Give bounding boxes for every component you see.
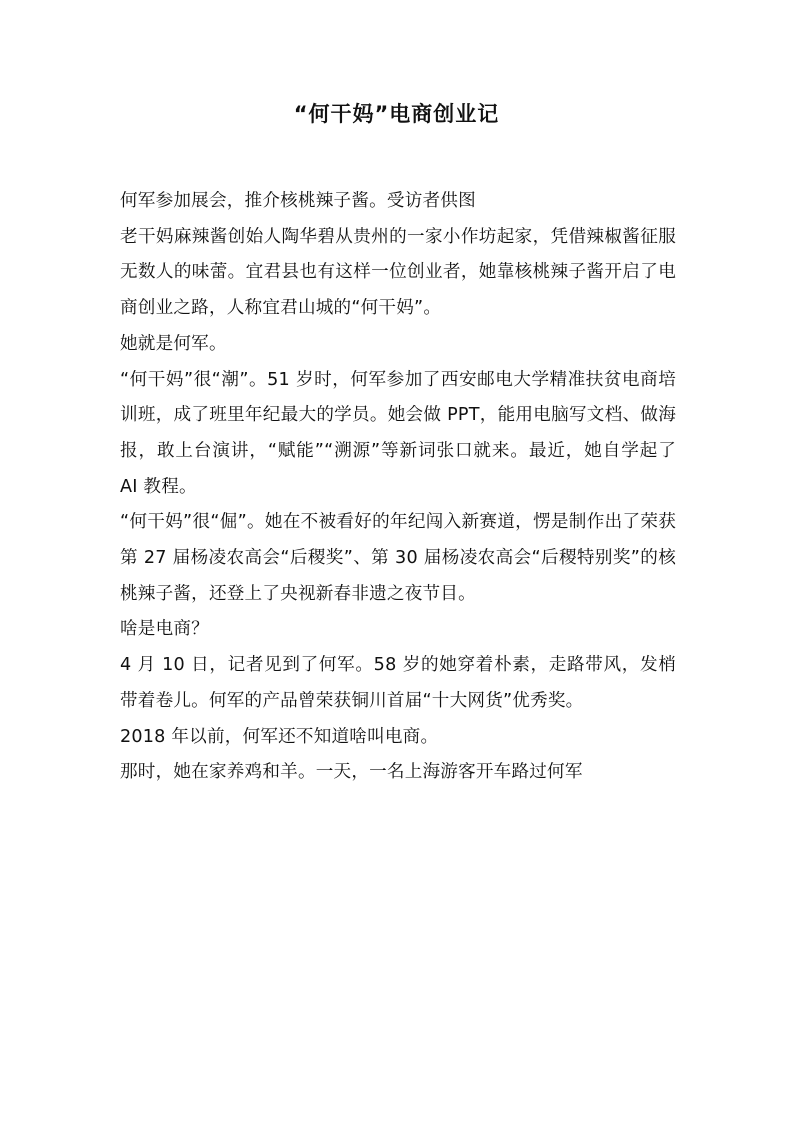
photo-caption: 何军参加展会，推介核桃辣子酱。受访者供图 [120, 191, 476, 211]
paragraph: 4 月 10 日，记者见到了何军。58 岁的她穿着朴素，走路带风，发梢带着卷儿。何军的产品曾荣获铜川首届“十大网货”优秀奖。 [120, 655, 676, 711]
section-heading: 啥是电商？ [120, 619, 209, 640]
paragraph: 2018 年以前，何军还不知道啥叫电商。 [120, 726, 439, 747]
document-title: “何干妈”电商创业记 [293, 102, 500, 126]
paragraph: “何干妈”很“倔”。她在不被看好的年纪闯入新赛道，愣是制作出了荣获第 27 届杨凌农高会“后稷奖”、第 30 届杨凌农高会“后稷特别奖”的核桃辣子酱，还登上了央视新春非遗之夜节目。 [120, 512, 676, 604]
paragraph: 那时，她在家养鸡和羊。一天，一名上海游客开车路过何军 [120, 762, 583, 783]
paragraph: 老干妈麻辣酱创始人陶华碧从贵州的一家小作坊起家，凭借辣椒酱征服无数人的味蕾。宜君县也有这样一位创业者，她靠核桃辣子酱开启了电商创业之路，人称宜君山城的“何干妈”。 [120, 226, 676, 319]
paragraph: “何干妈”很“潮”。51 岁时，何军参加了西安邮电大学精准扶贫电商培训班，成了班里年纪最大的学员。她会做 PPT，能用电脑写文档、做海报，敢上台演讲，“赋能”“溯源”等新词张口就来。最近，她自学起了 AI 教程。 [120, 369, 676, 497]
document-body [120, 184, 676, 791]
paragraph: 她就是何军。 [120, 333, 227, 354]
